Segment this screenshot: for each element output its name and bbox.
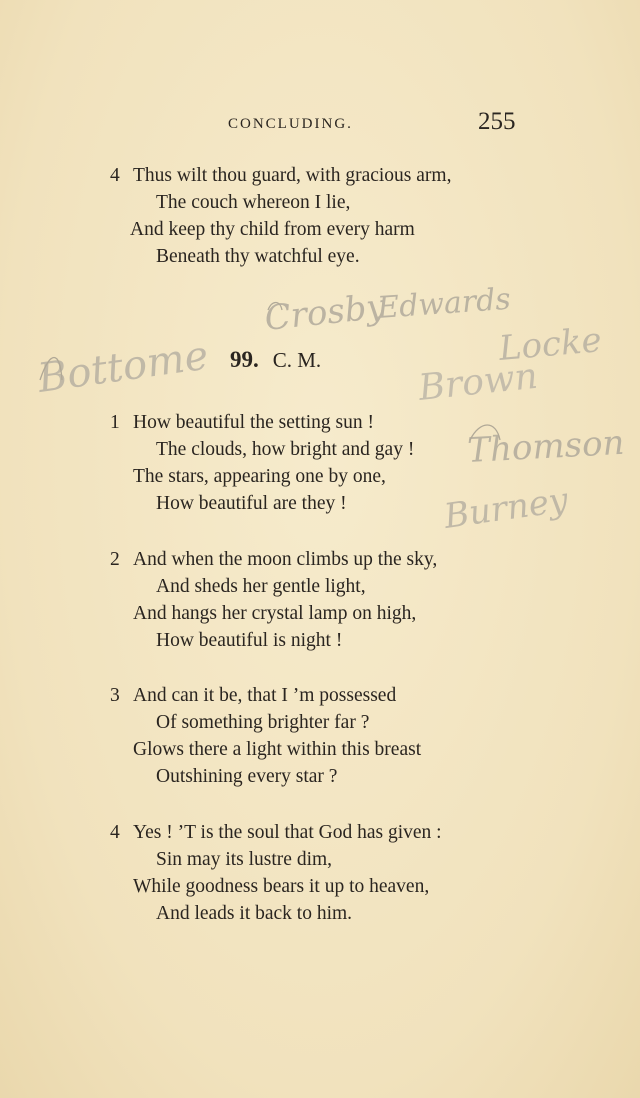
verse-line: And keep thy child from every harm [130,219,415,240]
verse-line: Glows there a light within this breast [133,739,422,760]
page-number: 255 [478,108,516,135]
hymn-heading [230,347,321,373]
verse-line: How beautiful is night ! [156,630,343,651]
verse-line: And can it be, that I ’m possessed [133,685,397,706]
handwritten-burney: Burney [441,479,571,537]
verse-line: Sin may its lustre dim, [156,849,333,870]
stanza-number: 4 [110,822,120,843]
verse-line: Beneath thy watchful eye. [156,246,360,267]
verse-line: Of something brighter far ? [156,712,370,733]
verse-line: Outshining every star ? [156,766,338,787]
verse-line: And hangs her crystal lamp on high, [133,603,417,624]
verse-line: How beautiful are they ! [156,493,347,514]
stanza-number: 4 [110,165,120,186]
verse-line: The stars, appearing one by one, [133,466,386,487]
verse-line: Thus wilt thou guard, with gracious arm, [133,165,452,186]
handwritten-brown: Brown [416,355,540,409]
handwritten-edwards: Edwards [376,281,512,326]
running-header: CONCLUDING. [228,116,353,132]
verse-line: And sheds her gentle light, [156,576,366,597]
stanza-number: 2 [110,549,120,570]
handwritten-thomson: Thomson [466,422,626,471]
verse-line: While goodness bears it up to heaven, [133,876,430,897]
handwritten-bottome: Bottome [34,332,212,402]
stanza-number: 1 [110,412,120,433]
verse-line: The clouds, how bright and gay ! [156,439,415,460]
stanza-number: 3 [110,685,120,706]
verse-line: And leads it back to him. [156,903,353,924]
verse-line: How beautiful the setting sun ! [133,412,374,433]
hymn-meter: C. M. [272,348,322,372]
verse-line: Yes ! ’T is the soul that God has given : [133,822,442,843]
verse-line: And when the moon climbs up the sky, [133,549,438,570]
handwritten-crosby: Crosby [262,286,388,339]
verse-line: The couch whereon I lie, [156,192,351,213]
handwritten-locke: Locke [497,320,604,369]
hymn-number: 99. [230,347,259,372]
